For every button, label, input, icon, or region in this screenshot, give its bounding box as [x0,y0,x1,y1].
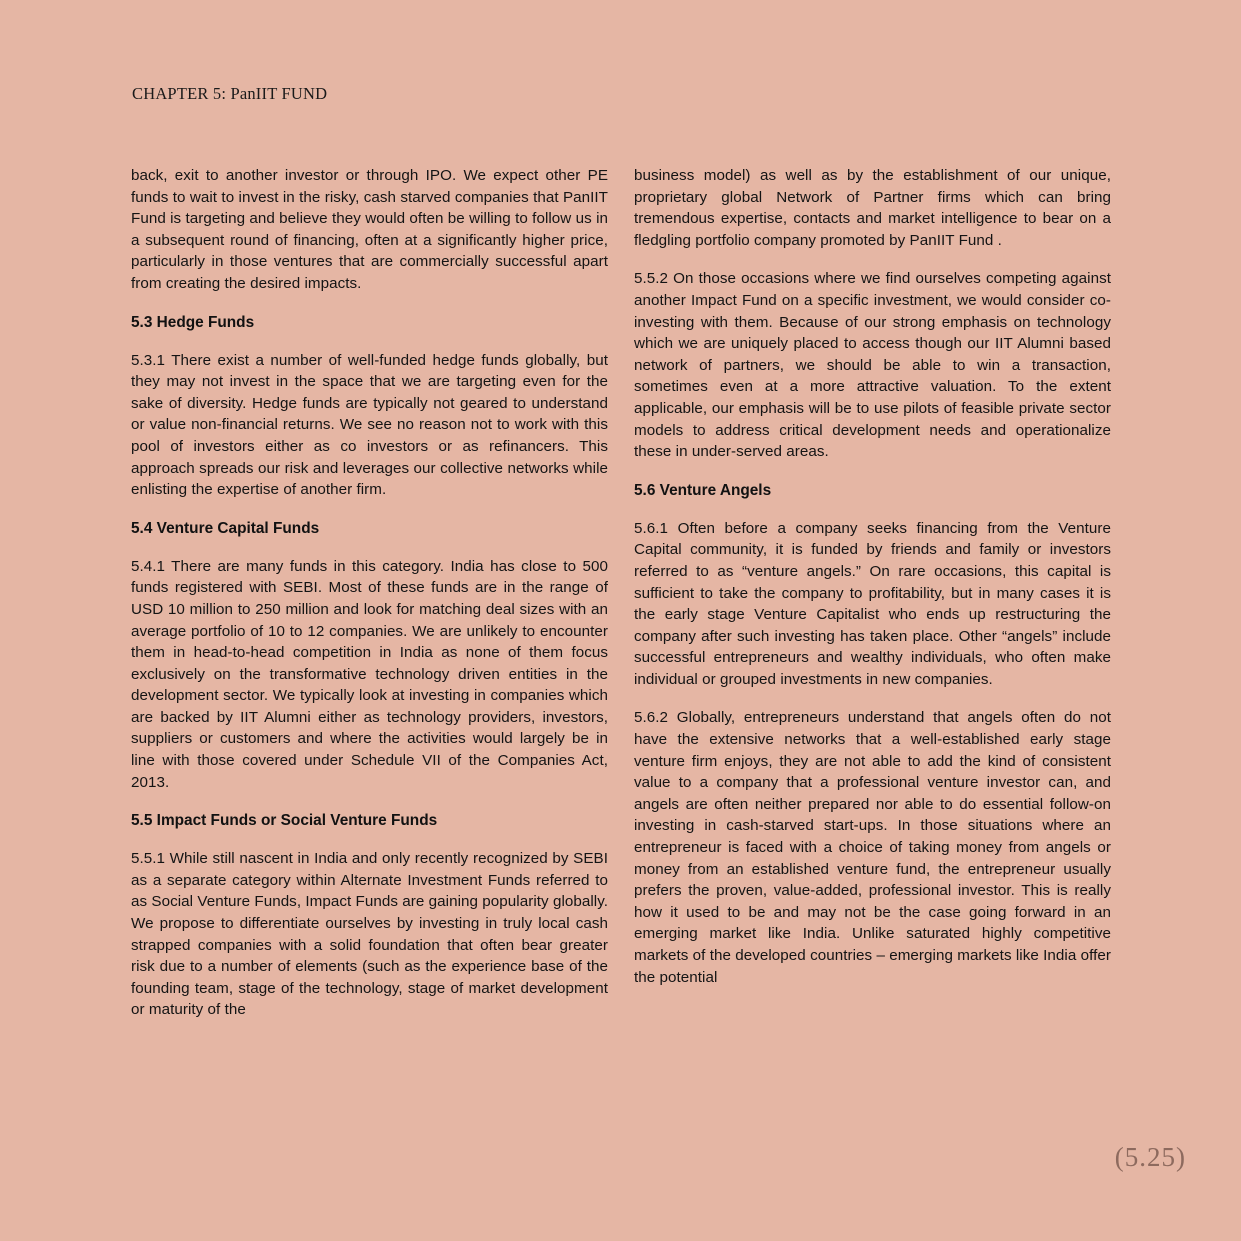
section-heading-5-6: 5.6 Venture Angels [634,481,772,499]
chapter-header: CHAPTER 5: PanIIT FUND [132,84,328,103]
left-column [131,165,608,1038]
two-column-body [131,165,1111,1038]
page-number: (5.25) [1114,1142,1186,1172]
paragraph: 5.3.1 There exist a number of well-funded hedge funds globally, but they may not invest in the space that we are targeting even for the sake of diversity. Hedge funds are typically not geared to understand or value non-financial returns. We see no reason not to work with this pool of investors either as co investors or as refinancers. This approach spreads our risk and leverages our collective networks while enlisting the expertise of another firm. [131,351,608,499]
paragraph: 5.6.1 Often before a company seeks financing from the Venture Capital community, it is funded by friends and family or investors referred to as “venture angels.” On rare occasions, this capital is sufficient to take the company to profitability, but in many cases it is the early stage Venture Capitalist who ends up restructuring the company after such investing has taken place. Other “angels” include successful entrepreneurs and wealthy individuals, who often make individual or grouped investments in new companies. [634,519,1111,688]
paragraph: back, exit to another investor or through IPO. We expect other PE funds to wait to invest in the risky, cash starved companies that PanIIT Fund is targeting and believe they would often be willing to follow us in a subsequent round of financing, often at a significantly higher price, particularly in those ventures that are commercially successful apart from creating the desired impacts. [131,167,608,292]
paragraph: 5.6.2 Globally, entrepreneurs understand that angels often do not have the extensive networks that a well-established early stage venture firm enjoys, they are not able to add the kind of consistent value to a company that a professional venture investor can, and angels are often neither prepared nor able to do essential follow-on investing in cash-starved start-ups. In those situations where an entrepreneur is faced with a choice of taking money from angels or money from an established venture fund, the entrepreneur usually prefers the proven, value-added, professional investor. This is really how it used to be and may not be the case going forward in an emerging market like India. Unlike saturated highly competitive markets of the developed countries – emerging markets like India offer the potential [634,709,1111,986]
section-heading-5-4: 5.4 Venture Capital Funds [131,519,320,537]
paragraph: business model) as well as by the establishment of our unique, proprietary global Network of Partner firms which can bring tremendous expertise, contacts and market intelligence to bear on a fledgling portfolio company promoted by PanIIT Fund . [634,167,1111,249]
right-column [634,165,1111,1038]
paragraph: 5.4.1 There are many funds in this category. India has close to 500 funds registered with SEBI. Most of these funds are in the range of USD 10 million to 250 million and look for matching deal sizes with an average portfolio of 10 to 12 companies. We are unlikely to encounter them in head-to-head competition in India as none of them focus exclusively on the transformative technology driven entities in the development sector. We typically look at investing in companies which are backed by IIT Alumni either as technology providers, investors, suppliers or customers and where the activities would largely be in line with those covered under Schedule VII of the Companies Act, 2013. [131,557,608,791]
paragraph: 5.5.1 While still nascent in India and only recently recognized by SEBI as a separate category within Alternate Investment Funds referred to as Social Venture Funds, Impact Funds are gaining popularity globally. We propose to differentiate ourselves by investing in truly local cash strapped companies with a solid foundation that often bear greater risk due to a number of elements (such as the experience base of the founding team, stage of the technology, stage of market development or maturity of the [131,850,608,1019]
section-heading-5-3: 5.3 Hedge Funds [131,313,255,331]
section-heading-5-5: 5.5 Impact Funds or Social Venture Funds [131,812,438,830]
paragraph: 5.5.2 On those occasions where we find ourselves competing against another Impact Fund on a specific investment, we would consider co-investing with them. Because of our strong emphasis on technology which we are uniquely placed to access though our IIT Alumni based network of partners, we should be able to win a transaction, sometimes even at a more attractive valuation. To the extent applicable, our emphasis will be to use pilots of feasible private sector models to address critical development needs and operationalize these in under-served areas. [634,270,1111,461]
